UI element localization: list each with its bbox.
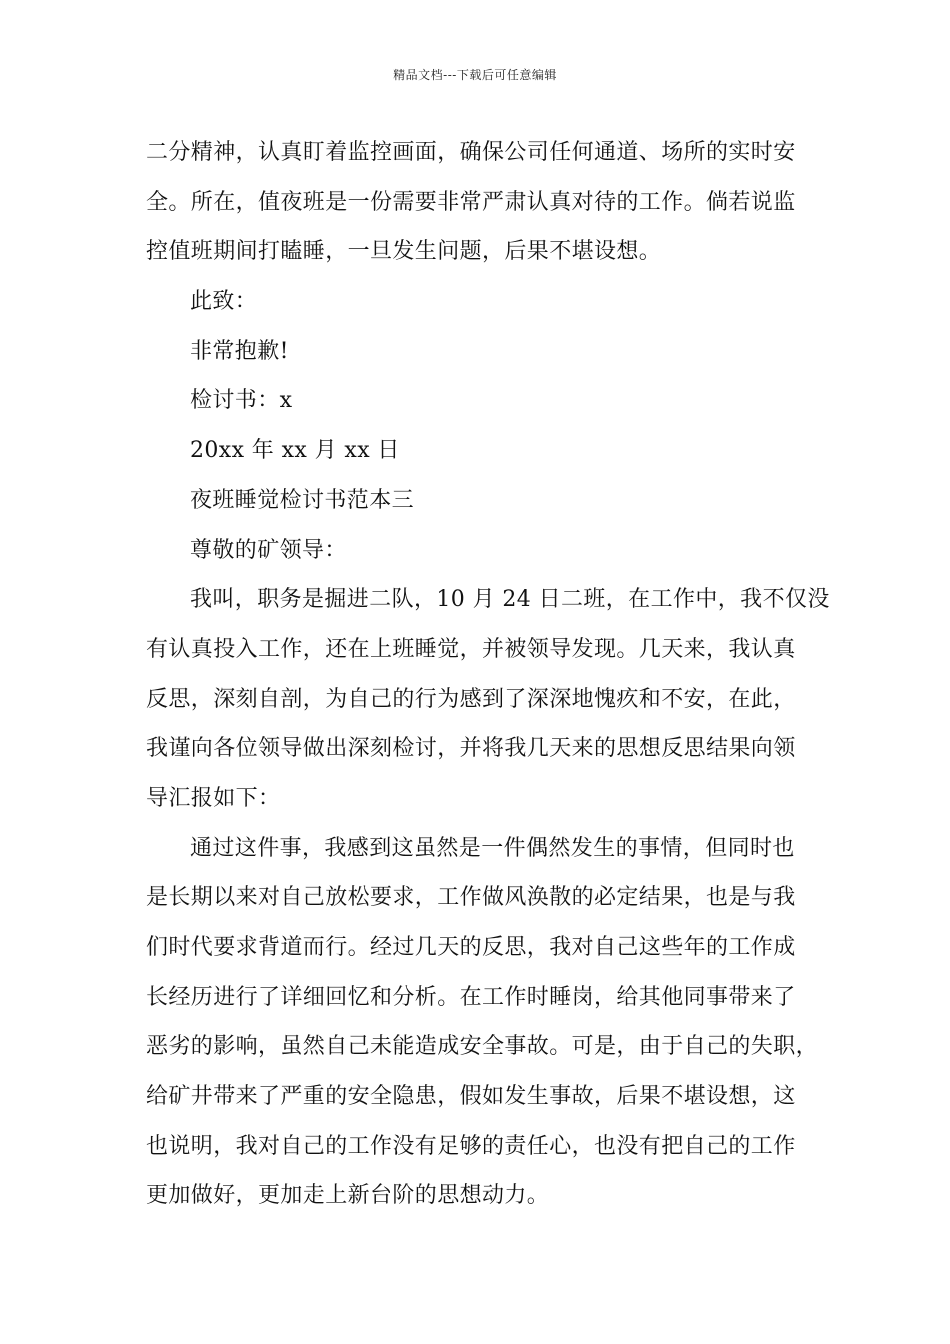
body-line: 反思，深刻自剖，为自己的行为感到了深深地愧疚和不安，在此， (146, 686, 796, 712)
body-line: 通过这件事，我感到这虽然是一件偶然发生的事情，但同时也 (190, 835, 795, 861)
body-line: 控值班期间打瞌睡，一旦发生问题，后果不堪设想。 (146, 239, 662, 265)
page-header: 精品文档---下载后可任意编辑 (393, 68, 557, 82)
body-line: 导汇报如下： (146, 785, 281, 811)
signature-line: 检讨书：x (190, 388, 293, 414)
date-line: 20xx 年 xx 月 xx 日 (190, 438, 400, 464)
section-title: 夜班睡觉检讨书范本三 (190, 487, 415, 513)
body-line: 我叫，职务是掘进二队，10 月 24 日二班，在工作中，我不仅没 (190, 587, 830, 613)
body-line: 更加做好，更加走上新台阶的思想动力。 (146, 1183, 550, 1209)
body-line: 给矿井带来了严重的安全隐患，假如发生事故，后果不堪设想，这 (146, 1084, 796, 1110)
body-line: 恶劣的影响，虽然自己未能造成安全事故。可是，由于自己的失职， (146, 1034, 819, 1060)
body-line: 有认真投入工作，还在上班睡觉，并被领导发现。几天来，我认真 (146, 636, 796, 662)
document-body (146, 128, 832, 1221)
body-line: 全。所在，值夜班是一份需要非常严肃认真对待的工作。倘若说监 (146, 189, 796, 215)
body-line: 长经历进行了详细回忆和分析。在工作时睡岗，给其他同事带来了 (146, 984, 796, 1010)
salutation-line: 此致： (190, 289, 258, 315)
body-line: 我谨向各位领导做出深刻检讨，并将我几天来的思想反思结果向领 (146, 736, 796, 762)
body-line: 二分精神，认真盯着监控画面，确保公司任何通道、场所的实时安 (146, 140, 796, 165)
apology-line: 非常抱歉! (190, 338, 289, 364)
body-line: 是长期以来对自己放松要求，工作做风涣散的必定结果，也是与我 (146, 885, 796, 911)
body-line: 也说明，我对自己的工作没有足够的责任心，也没有把自己的工作 (146, 1133, 796, 1159)
body-line: 们时代要求背道而行。经过几天的反思，我对自己这些年的工作成 (146, 935, 796, 960)
greeting-line: 尊敬的矿领导： (190, 537, 347, 563)
